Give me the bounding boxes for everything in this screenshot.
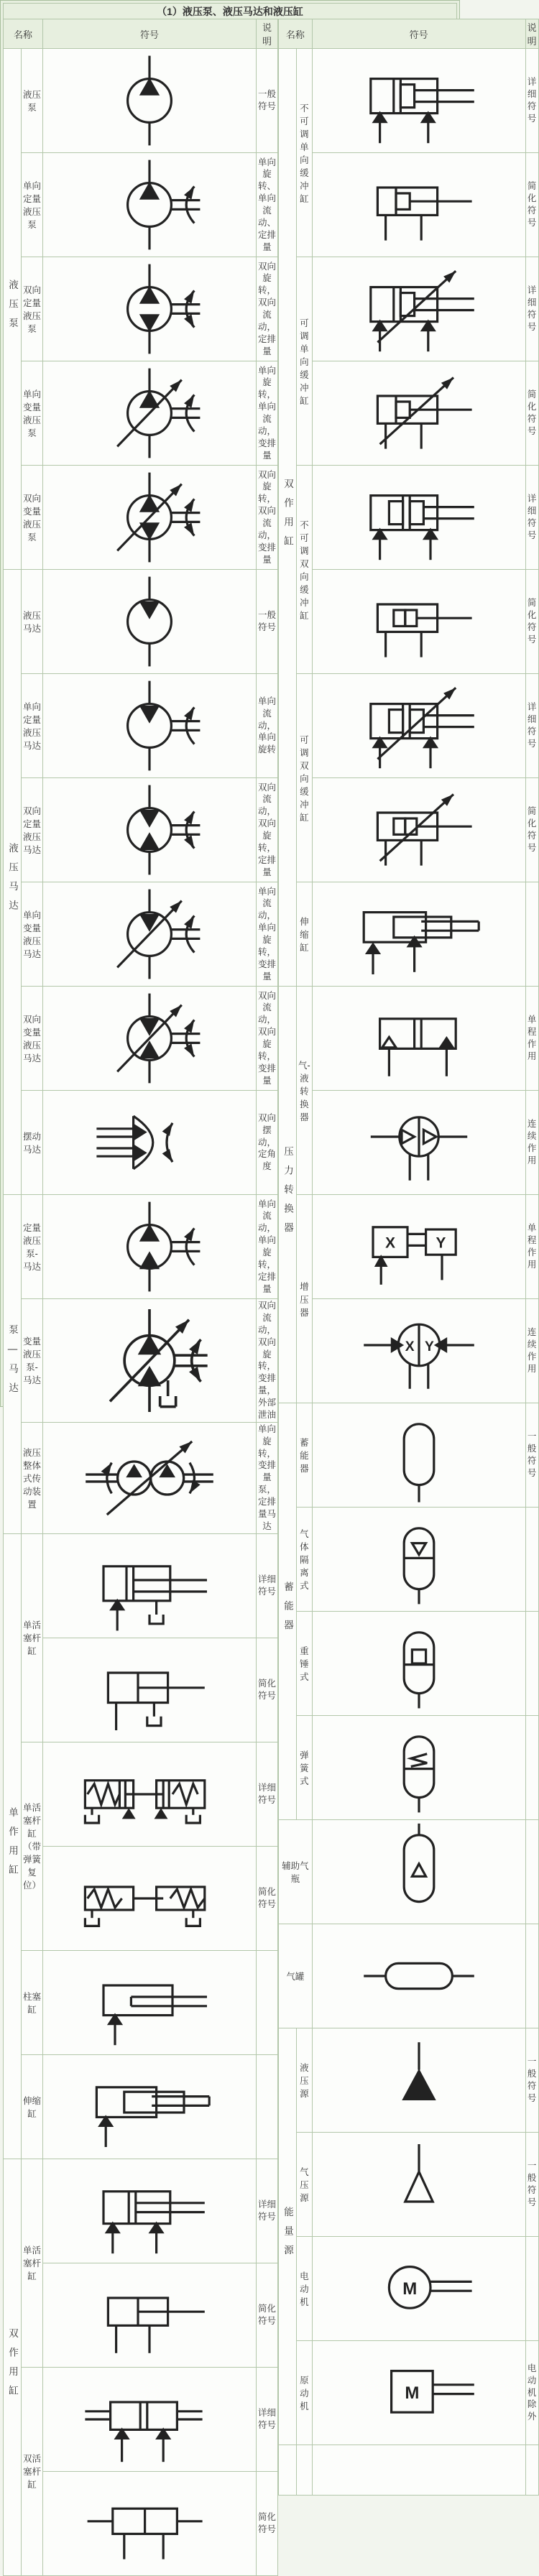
desc-cell: 单程作用: [525, 1195, 538, 1299]
symbol-cell: [312, 49, 525, 153]
conv-single-icon: [313, 987, 525, 1090]
desc-cell: 简化符号: [257, 1638, 278, 1742]
empty-cell: [525, 2445, 538, 2496]
accumulator-icon: [313, 1403, 525, 1507]
symbol-cell: [312, 1403, 525, 1508]
dcyl2-detail-icon: [43, 2368, 256, 2471]
table-row: [4, 466, 278, 570]
table-row: [279, 1403, 539, 1508]
category-cell: 压力转换器: [279, 987, 297, 1403]
name-cell: 单活塞杆缸: [22, 1533, 43, 1742]
category-cell: 液压泵: [4, 49, 22, 570]
cush1-simple-icon: [313, 153, 525, 257]
name-cell: 单向定量液压泵: [22, 153, 43, 257]
table-row: [4, 257, 278, 361]
symbol-cell: [43, 466, 257, 570]
symbol-cell: [43, 2159, 257, 2263]
name-cell: 液压源: [297, 2028, 313, 2133]
desc-cell: 电动机除外: [525, 2341, 538, 2445]
svg-text:M: M: [402, 2279, 417, 2299]
symbol-cell: [43, 1742, 257, 1846]
hyd-source-icon: [313, 2028, 525, 2132]
desc-cell: 一般符号: [525, 2133, 538, 2237]
symbol-cell: [43, 361, 257, 466]
table-row: [4, 1638, 278, 1742]
category-cell: 液压马达: [4, 570, 22, 1195]
table-row: [4, 1950, 278, 2054]
desc-cell: 双向流动，双向旋转，变排量: [257, 987, 278, 1091]
cyl1-simple-icon: [43, 1638, 256, 1742]
symbol-cell: [43, 1299, 257, 1423]
desc-cell: 单程作用: [525, 987, 538, 1091]
desc-cell: [525, 1716, 538, 1820]
svg-text:X: X: [405, 1339, 415, 1354]
pneu-source-icon: [313, 2133, 525, 2236]
table-row: [4, 153, 278, 257]
desc-cell: 详细符号: [525, 466, 538, 570]
desc-cell: 详细符号: [257, 1742, 278, 1846]
desc-cell: 详细符号: [257, 2159, 278, 2263]
cush2-simple-icon: [313, 570, 525, 673]
category-cell: 能量源: [279, 2028, 297, 2445]
desc-cell: 单向旋转、单向流动、定排量: [257, 153, 278, 257]
cyl-spring-detail-icon: [43, 1742, 256, 1846]
name-cell: 单向定量液压马达: [22, 674, 43, 778]
cyl1-detail-icon: [43, 1534, 256, 1638]
cush2-detail-icon: [313, 466, 525, 569]
conv-cont-icon: [313, 1091, 525, 1194]
desc-cell: [525, 2237, 538, 2341]
cush1-detail-icon: [313, 49, 525, 152]
symbol-cell: [312, 1195, 525, 1299]
desc-cell: 详细符号: [525, 257, 538, 361]
integral-drive-icon: [43, 1425, 256, 1531]
table-row: [4, 778, 278, 882]
svg-text:Y: Y: [436, 1234, 446, 1252]
symbol-cell: [312, 1716, 525, 1820]
table-row: [279, 2341, 539, 2445]
table-row: [4, 882, 278, 987]
category-cell: 蓄能器: [279, 1403, 297, 1820]
desc-cell: 双向旋转，双向流动，变排量: [257, 466, 278, 570]
pm-fixed-icon: [43, 1195, 256, 1298]
symbol-cell: [43, 2367, 257, 2471]
symbol-tables: [3, 19, 537, 2576]
motor-1f-icon: [43, 674, 256, 777]
symbol-cell: [312, 466, 525, 570]
left-table: [3, 19, 278, 2576]
table-row: [279, 674, 539, 778]
table-row: [279, 570, 539, 674]
desc-cell: 详细符号: [257, 2367, 278, 2471]
name-cell: 弹簧式: [297, 1716, 313, 1820]
pump-2f-icon: [43, 257, 256, 361]
table-row: [4, 1195, 278, 1299]
desc-cell: 简化符号: [525, 570, 538, 674]
desc-cell: 单向流动，单向旋转: [257, 674, 278, 778]
name-cell: 伸缩缸: [22, 2054, 43, 2159]
svg-text:Y: Y: [424, 1339, 434, 1354]
symbol-cell: [43, 153, 257, 257]
desc-cell: 单向旋转，单向流动，变排量: [257, 361, 278, 466]
telescopic1-icon: [43, 2055, 256, 2159]
desc-cell: [525, 882, 538, 987]
desc-cell: 详细符号: [257, 1533, 278, 1638]
table-row: [279, 1508, 539, 1612]
name-cell: 增压器: [297, 1195, 313, 1403]
category-cell: 泵—马达: [4, 1195, 22, 1534]
table-row: [279, 1299, 539, 1403]
name-cell: 单活塞杆缸（带弹簧复位）: [22, 1742, 43, 1950]
desc-cell: [257, 2054, 278, 2159]
pump-1f-icon: [43, 153, 256, 257]
symbol-cell: [312, 361, 525, 466]
category-cell: 单作用缸: [4, 1533, 22, 2159]
name-cell: 电动机: [297, 2237, 313, 2341]
table-row: [4, 1091, 278, 1195]
cyl-spring-simple-icon: [43, 1847, 256, 1950]
table-row: [4, 1846, 278, 1950]
symbol-cell: [312, 882, 525, 987]
table-row: [279, 2445, 539, 2496]
name-cell: 可调双向缓冲缸: [297, 674, 313, 882]
intens-single-icon: [313, 1195, 525, 1298]
name-cell: 不可调双向缓冲缸: [297, 466, 313, 674]
symbol-cell: [312, 257, 525, 361]
desc-cell: 一般符号: [525, 1403, 538, 1508]
table-row: [4, 1299, 278, 1423]
cush2a-detail-icon: [313, 674, 525, 777]
desc-cell: 详细符号: [525, 674, 538, 778]
name-cell: 气压源: [297, 2133, 313, 2237]
table-row: [279, 1091, 539, 1195]
symbol-cell: [43, 2054, 257, 2159]
name-cell: 双向变量液压泵: [22, 466, 43, 570]
motor-1v-icon: [43, 882, 256, 986]
name-cell: 单活塞杆缸: [22, 2159, 43, 2367]
col-header-symbol: 符号: [312, 19, 525, 49]
desc-cell: 连续作用: [525, 1299, 538, 1403]
name-cell: 双向定量液压泵: [22, 257, 43, 361]
symbol-cell: [312, 2028, 525, 2133]
table-row: [279, 1716, 539, 1820]
cush2a-simple-icon: [313, 778, 525, 882]
motor-general-icon: [43, 570, 256, 673]
name-cell: 双向变量液压马达: [22, 987, 43, 1091]
table-row: [4, 49, 278, 153]
symbol-cell: [312, 674, 525, 778]
symbol-cell: [43, 674, 257, 778]
name-cell: 伸缩缸: [297, 882, 313, 987]
dcyl2-simple-icon: [43, 2472, 256, 2575]
name-cell: 双向定量液压马达: [22, 778, 43, 882]
table-row: [279, 466, 539, 570]
table-row: [4, 1422, 278, 1533]
desc-cell: 一般符号: [257, 570, 278, 674]
name-cell: 气体隔离式: [297, 1508, 313, 1612]
table-row: [279, 1820, 539, 1924]
name-cell: 单向变量液压泵: [22, 361, 43, 466]
desc-cell: 单向旋转，变排量泵，定排量马达: [257, 1422, 278, 1533]
desc-cell: [525, 1924, 538, 2028]
table-row: [279, 257, 539, 361]
table-row: [4, 987, 278, 1091]
symbol-cell: [43, 1638, 257, 1742]
accu-weight-icon: [313, 1612, 525, 1715]
gas-tank-icon: [313, 1924, 525, 2028]
dcyl1-simple-icon: [43, 2263, 256, 2367]
table-row: [4, 2159, 278, 2263]
symbol-cell: [312, 1299, 525, 1403]
symbol-cell: [43, 882, 257, 987]
name-cell: 液压泵: [22, 49, 43, 153]
svg-text:M: M: [405, 2383, 420, 2403]
symbol-cell: [312, 1091, 525, 1195]
header-row: [4, 19, 278, 49]
cush1a-simple-icon: [313, 361, 525, 465]
accu-gas-icon: [313, 1508, 525, 1611]
desc-cell: 连续作用: [525, 1091, 538, 1195]
swing-motor-icon: [43, 1091, 256, 1194]
name-cell: 可调单向缓冲缸: [297, 257, 313, 466]
symbol-cell: [43, 257, 257, 361]
desc-cell: 简化符号: [257, 2263, 278, 2367]
symbol-cell: [312, 987, 525, 1091]
symbol-cell: [43, 1533, 257, 1638]
symbol-cell: [43, 987, 257, 1091]
table-row: [4, 2263, 278, 2367]
symbol-cell: [312, 1508, 525, 1612]
name-cell: 定量液压泵-马达: [22, 1195, 43, 1299]
name-cell: 摆动马达: [22, 1091, 43, 1195]
symbol-cell: [312, 1612, 525, 1716]
right-table: [278, 19, 539, 2496]
symbol-cell: [43, 1091, 257, 1195]
desc-cell: 简化符号: [525, 361, 538, 466]
symbol-cell: [43, 49, 257, 153]
desc-cell: 双向旋转，双向流动，定排量: [257, 257, 278, 361]
col-header-name: 名称: [4, 19, 43, 49]
desc-cell: 简化符号: [525, 153, 538, 257]
dcyl1-detail-icon: [43, 2159, 256, 2263]
table-row: [279, 1924, 539, 2028]
name-cell: 变量液压泵-马达: [22, 1299, 43, 1423]
header-row: [279, 19, 539, 49]
col-header-desc: 说明: [257, 19, 278, 49]
table-row: [4, 2054, 278, 2159]
desc-cell: [525, 1508, 538, 1612]
desc-cell: 一般符号: [257, 49, 278, 153]
pm-var-icon: [43, 1301, 256, 1420]
pump-general-icon: [43, 49, 256, 152]
table-row: [279, 2237, 539, 2341]
empty-cell: [312, 2445, 525, 2496]
table-row: [4, 1533, 278, 1638]
desc-cell: 简化符号: [525, 778, 538, 882]
table-row: [4, 1742, 278, 1846]
table-row: [4, 674, 278, 778]
symbol-cell: [312, 778, 525, 882]
desc-cell: [525, 1612, 538, 1716]
name-cell: 液压马达: [22, 570, 43, 674]
desc-cell: 简化符号: [257, 2471, 278, 2575]
desc-cell: 单向流动，单向旋转，定排量: [257, 1195, 278, 1299]
symbol-cell: [43, 570, 257, 674]
name-cell: 液压整体式传动装置: [22, 1422, 43, 1533]
col-header-name: 名称: [279, 19, 313, 49]
motor-2v-icon: [43, 987, 256, 1090]
table-row: [279, 882, 539, 987]
cush1a-detail-icon: [313, 257, 525, 361]
empty-cell: [297, 2445, 313, 2496]
symbol-cell: [312, 2237, 525, 2341]
desc-cell: 双向摆动，定角度: [257, 1091, 278, 1195]
motor-2f-icon: [43, 778, 256, 882]
table-row: [4, 570, 278, 674]
name-cell: 气-液转换器: [297, 987, 313, 1195]
col-header-desc: 说明: [525, 19, 538, 49]
intens-cont-icon: [313, 1299, 525, 1403]
symbol-cell: [312, 2341, 525, 2445]
symbol-cell: [43, 2263, 257, 2367]
symbol-cell: [312, 153, 525, 257]
category-cell: 双作用缸: [279, 49, 297, 987]
col-header-symbol: 符号: [43, 19, 257, 49]
symbol-cell: [43, 2471, 257, 2575]
symbol-cell: [312, 1820, 525, 1924]
pump-1v-icon: [43, 361, 256, 465]
plunger-icon: [43, 1951, 256, 2054]
table-row: [279, 778, 539, 882]
name-cell: 气罐: [279, 1924, 313, 2028]
symbol-cell: [312, 570, 525, 674]
desc-cell: 详细符号: [525, 49, 538, 153]
table-row: [279, 2133, 539, 2237]
symbol-cell: [312, 2133, 525, 2237]
e-motor-icon: [313, 2237, 525, 2340]
telescopic2-icon: [313, 882, 525, 986]
empty-cell: [279, 2445, 297, 2496]
desc-cell: 双向流动，双向旋转，定排量: [257, 778, 278, 882]
category-cell: 双作用缸: [4, 2159, 22, 2575]
prime-mover-icon: [313, 2341, 525, 2445]
symbol-cell: [43, 1422, 257, 1533]
name-cell: 蓄能器: [297, 1403, 313, 1508]
name-cell: 原动机: [297, 2341, 313, 2445]
table-row: [4, 2367, 278, 2471]
table-row: [4, 2471, 278, 2575]
name-cell: 柱塞缸: [22, 1950, 43, 2054]
aux-bottle-icon: [313, 1820, 525, 1924]
table-row: [279, 361, 539, 466]
name-cell: 不可调单向缓冲缸: [297, 49, 313, 257]
desc-cell: 简化符号: [257, 1846, 278, 1950]
table-row: [4, 361, 278, 466]
name-cell: 重锤式: [297, 1612, 313, 1716]
desc-cell: 一般符号: [525, 2028, 538, 2133]
desc-cell: [257, 1950, 278, 2054]
pump-2v-icon: [43, 466, 256, 569]
name-cell: 单向变量液压马达: [22, 882, 43, 987]
table-row: [279, 1195, 539, 1299]
table-row: [279, 49, 539, 153]
table-row: [279, 2028, 539, 2133]
svg-text:X: X: [384, 1234, 395, 1252]
accu-spring-icon: [313, 1716, 525, 1819]
page-title: （1）液压泵、液压马达和液压缸: [3, 3, 457, 19]
symbol-cell: [43, 1195, 257, 1299]
table-row: [279, 987, 539, 1091]
table-row: [279, 153, 539, 257]
desc-cell: [525, 1820, 538, 1924]
name-cell: 双活塞杆缸: [22, 2367, 43, 2575]
table-row: [279, 1612, 539, 1716]
desc-cell: 单向流动，单向旋转，变排量: [257, 882, 278, 987]
name-cell: 辅助气瓶: [279, 1820, 313, 1924]
symbol-cell: [43, 1950, 257, 2054]
desc-cell: 双向流动，双向旋转，变排量，外部泄油: [257, 1299, 278, 1423]
symbol-cell: [43, 778, 257, 882]
symbol-cell: [312, 1924, 525, 2028]
symbol-cell: [43, 1846, 257, 1950]
